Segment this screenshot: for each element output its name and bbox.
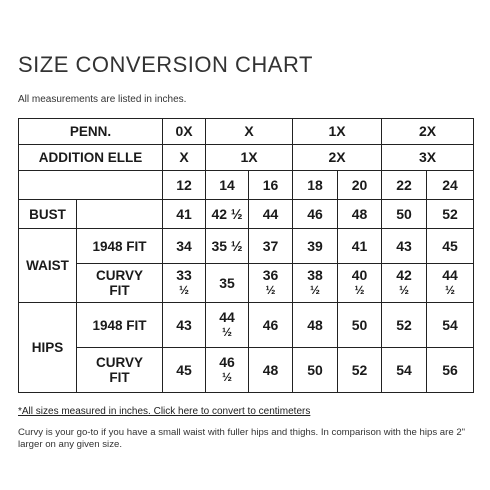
- waist-curvy-value: [382, 264, 427, 303]
- addition-elle-row: [19, 145, 474, 171]
- bust-value: 41: [163, 200, 206, 229]
- waist-1948-value: 34: [163, 229, 206, 264]
- bust-row: [19, 200, 474, 229]
- hips-curvy-value: [206, 348, 249, 393]
- value-fraction: ½: [399, 283, 410, 297]
- numeric-size: 22: [382, 171, 427, 200]
- penn-size: 2X: [382, 119, 474, 145]
- hips-curvy-value: [338, 348, 382, 393]
- value-whole: 46: [262, 316, 279, 333]
- empty-cell: [19, 171, 163, 200]
- value-whole: 48: [262, 361, 279, 378]
- curvy-label-line1: CURVY: [96, 268, 144, 283]
- hips-curvy-value: [249, 348, 293, 393]
- hips-1948-value: [427, 303, 474, 348]
- value-whole: 44: [442, 267, 458, 283]
- waist-curvy-value: [427, 264, 474, 303]
- waist-curvy-fit-label: [77, 264, 163, 303]
- hips-label: HIPS: [19, 303, 77, 393]
- hips-1948-value: [206, 303, 249, 348]
- value-fraction: ½: [179, 283, 190, 297]
- numeric-size: 24: [427, 171, 474, 200]
- waist-1948-value: 39: [293, 229, 338, 264]
- penn-row: [19, 119, 474, 145]
- value-whole: 45: [176, 361, 192, 378]
- value-whole: 54: [396, 361, 412, 378]
- waist-1948-value: 35 ½: [206, 229, 249, 264]
- waist-1948-value: 37: [249, 229, 293, 264]
- penn-label: PENN.: [19, 119, 163, 145]
- page-subtitle: All measurements are listed in inches.: [18, 94, 187, 105]
- value-fraction: ½: [445, 283, 456, 297]
- numeric-size: 18: [293, 171, 338, 200]
- waist-curvy-value: [206, 264, 249, 303]
- bust-label: BUST: [19, 200, 77, 229]
- numeric-size: 12: [163, 171, 206, 200]
- hips-1948-fit-row: [19, 303, 474, 348]
- value-whole: 44: [219, 309, 235, 325]
- hips-1948-value: [249, 303, 293, 348]
- curvy-label-line2: FIT: [109, 283, 130, 298]
- value-whole: 56: [442, 361, 458, 378]
- penn-size: 0X: [163, 119, 206, 145]
- waist-1948-value: 45: [427, 229, 474, 264]
- value-fraction: ½: [310, 283, 321, 297]
- value-whole: 50: [351, 316, 368, 333]
- value-whole: 50: [307, 361, 323, 378]
- waist-curvy-value: [163, 264, 206, 303]
- value-whole: 35: [219, 274, 235, 291]
- value-whole: 46: [219, 354, 235, 370]
- bust-value: 46: [293, 200, 338, 229]
- waist-curvy-value: [249, 264, 293, 303]
- bust-value: 44: [249, 200, 293, 229]
- value-whole: 33: [176, 267, 192, 283]
- numeric-size: 14: [206, 171, 249, 200]
- value-fraction: ½: [265, 283, 276, 297]
- bust-value: 42 ½: [206, 200, 249, 229]
- hips-curvy-value: [382, 348, 427, 393]
- bust-value: 52: [427, 200, 474, 229]
- value-whole: 40: [351, 267, 368, 283]
- size-conversion-table: [18, 118, 474, 393]
- ae-size: 1X: [206, 145, 293, 171]
- numeric-size: 20: [338, 171, 382, 200]
- waist-curvy-fit-row: [19, 264, 474, 303]
- hips-curvy-fit-row: [19, 348, 474, 393]
- convert-to-centimeters-link[interactable]: *All sizes measured in inches. Click here to convert to centimeters: [18, 406, 311, 417]
- curvy-fit-description: Curvy is your go-to if you have a small waist with fuller hips and thighs. In comparison with the hips are 2" larger on any given size.: [18, 427, 466, 450]
- value-whole: 54: [442, 316, 458, 333]
- value-whole: 48: [307, 316, 323, 333]
- hips-1948-value: [163, 303, 206, 348]
- waist-label: WAIST: [19, 229, 77, 303]
- ae-size: 2X: [293, 145, 382, 171]
- ae-size: 3X: [382, 145, 474, 171]
- value-fraction: ½: [354, 283, 365, 297]
- numeric-size-row: [19, 171, 474, 200]
- hips-curvy-fit-label: [77, 348, 163, 393]
- hips-curvy-value: [293, 348, 338, 393]
- curvy-label-line1: CURVY: [96, 355, 144, 370]
- value-whole: 42: [396, 267, 412, 283]
- hips-1948-value: [338, 303, 382, 348]
- value-whole: 52: [351, 361, 368, 378]
- hips-curvy-value: [163, 348, 206, 393]
- empty-cell: [77, 200, 163, 229]
- numeric-size: 16: [249, 171, 293, 200]
- value-fraction: ½: [222, 325, 233, 339]
- hips-1948-value: [382, 303, 427, 348]
- waist-curvy-value: [338, 264, 382, 303]
- waist-1948-value: 41: [338, 229, 382, 264]
- value-whole: 43: [176, 316, 192, 333]
- value-whole: 38: [307, 267, 323, 283]
- hips-1948-fit-label: 1948 FIT: [77, 303, 163, 348]
- penn-size: 1X: [293, 119, 382, 145]
- value-whole: 52: [396, 316, 412, 333]
- addition-elle-label: ADDITION ELLE: [19, 145, 163, 171]
- curvy-label-line2: FIT: [109, 370, 130, 385]
- ae-size: X: [163, 145, 206, 171]
- value-whole: 36: [262, 267, 279, 283]
- page-title: SIZE CONVERSION CHART: [18, 52, 313, 77]
- value-fraction: ½: [222, 370, 233, 384]
- hips-curvy-value: [427, 348, 474, 393]
- hips-1948-value: [293, 303, 338, 348]
- bust-value: 50: [382, 200, 427, 229]
- bust-value: 48: [338, 200, 382, 229]
- waist-1948-fit-label: 1948 FIT: [77, 229, 163, 264]
- penn-size: X: [206, 119, 293, 145]
- waist-1948-value: 43: [382, 229, 427, 264]
- waist-curvy-value: [293, 264, 338, 303]
- waist-1948-fit-row: [19, 229, 474, 264]
